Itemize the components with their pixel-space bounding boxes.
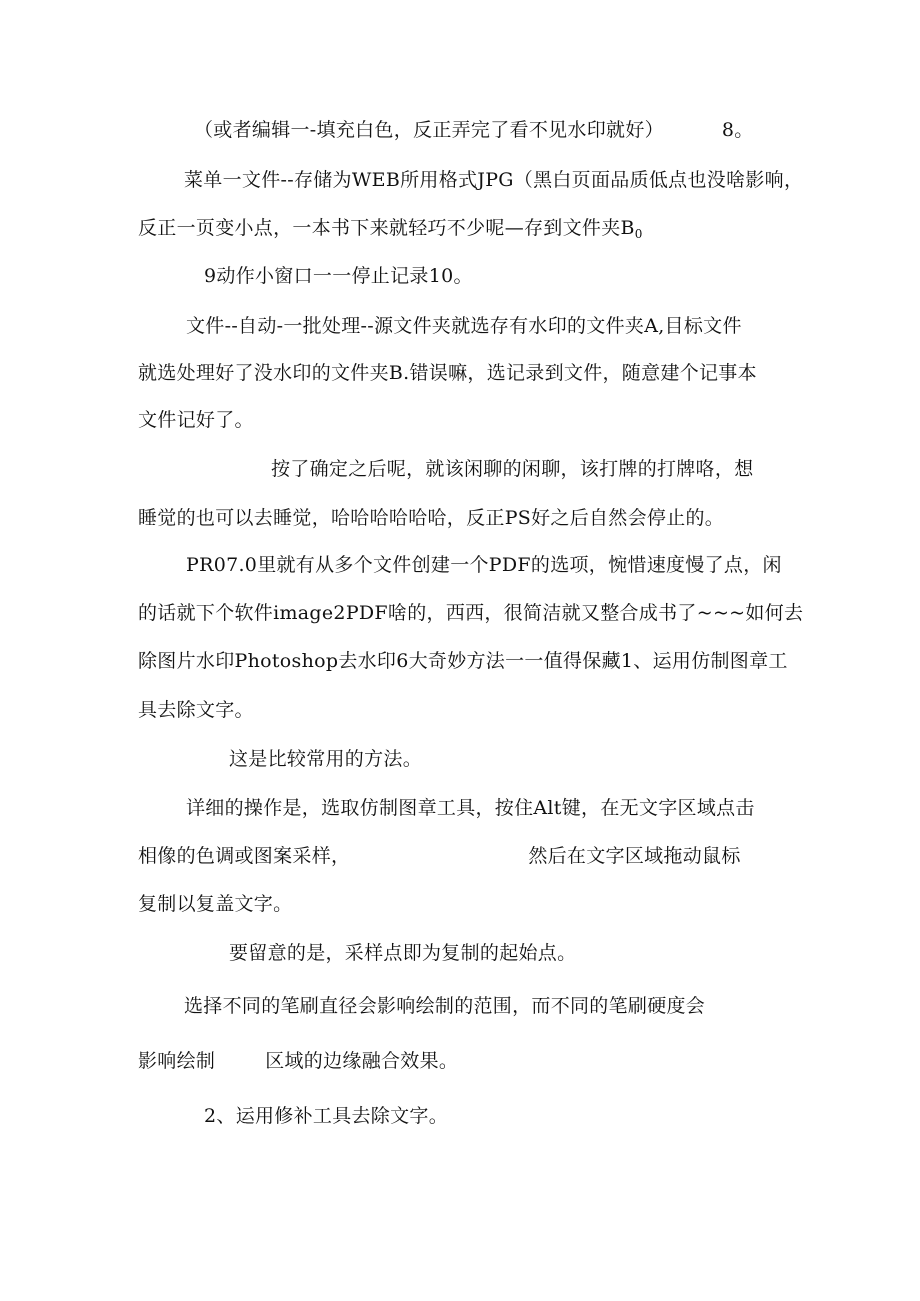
line-4-text: 9动作小窗口一一停止记录10。 [204,265,473,287]
line-21-text: 2、运用修补工具去除文字。 [204,1105,448,1127]
text-line-14 [229,747,422,771]
line-11-text: 的话就下个软件image2PDF啥的，西西，很简洁就又整合成书了~~~如何去 [138,602,804,624]
line-7-text: 文件记好了。 [138,409,254,431]
line-17-text: 复制以复盖文字。 [138,893,293,915]
text-line-13 [138,698,254,722]
line-19-text: 选择不同的笔刷直径会影响绘制的范围，而不同的笔刷硬度会 [184,995,706,1017]
text-line-21 [204,1104,448,1128]
line-6-text: 就选处理好了没水印的文件夹B.错误嘛，选记录到文件，随意建个记事本 [138,362,757,384]
text-line-9 [138,506,724,530]
line-15-text: 详细的操作是，选取仿制图章工具，按住Alt键，在无文字区域点击 [186,797,755,819]
text-line-1 [194,118,754,142]
text-line-19 [184,994,705,1018]
text-line-17 [138,892,292,916]
text-line-5 [186,314,742,338]
text-line-18 [229,941,576,965]
text-line-15 [186,796,755,820]
text-line-16 [138,844,741,868]
text-line-3 [138,216,643,246]
text-line-20 [138,1049,458,1073]
line-2-text: 菜单一文件--存储为WEB所用格式JPG（黑白页面品质低点也没啥影响， [184,169,804,191]
line-18-text: 要留意的是，采样点即为复制的起始点。 [229,942,577,964]
text-line-11 [138,601,803,625]
line-8-text: 按了确定之后呢，就该闲聊的闲聊，该打牌的打牌咯，想 [271,458,754,480]
text-line-8 [271,457,754,481]
line-1-tail: 8。 [721,119,754,141]
text-line-4 [204,264,473,288]
line-3-subscript: 0 [634,227,643,241]
line-9-text: 睡觉的也可以去睡觉，哈哈哈哈哈哈，反正PS好之后自然会停止的。 [138,507,725,529]
line-20-text: 影响绘制 [138,1050,216,1072]
line-13-text: 具去除文字。 [138,699,254,721]
line-5-text: 文件--自动-一批处理--源文件夹就选存有水印的文件夹A,目标文件 [186,315,742,337]
text-line-7 [138,408,254,432]
text-line-10 [186,553,782,577]
line-12-text: 除图片水印Photoshop去水印6大奇妙方法一一值得保藏1、运用仿制图章工 [138,650,788,672]
line-20-tail: 区域的边缘融合效果。 [265,1050,459,1072]
text-line-2 [184,168,803,192]
text-line-6 [138,361,757,385]
text-line-12 [138,649,788,673]
line-16-tail: 然后在文字区域拖动鼠标 [528,845,741,867]
line-16-text: 相像的色调或图案采样， [138,845,351,867]
line-3-text: 反正一页变小点，一本书下来就轻巧不少呢—存到文件夹B [138,217,635,239]
line-14-text: 这是比较常用的方法。 [229,748,423,770]
line-10-text: PR07.0里就有从多个文件创建一个PDF的选项，惋惜速度慢了点，闲 [186,554,782,576]
line-1-text: （或者编辑一-填充白色，反正弄完了看不见水印就好） [194,119,664,141]
